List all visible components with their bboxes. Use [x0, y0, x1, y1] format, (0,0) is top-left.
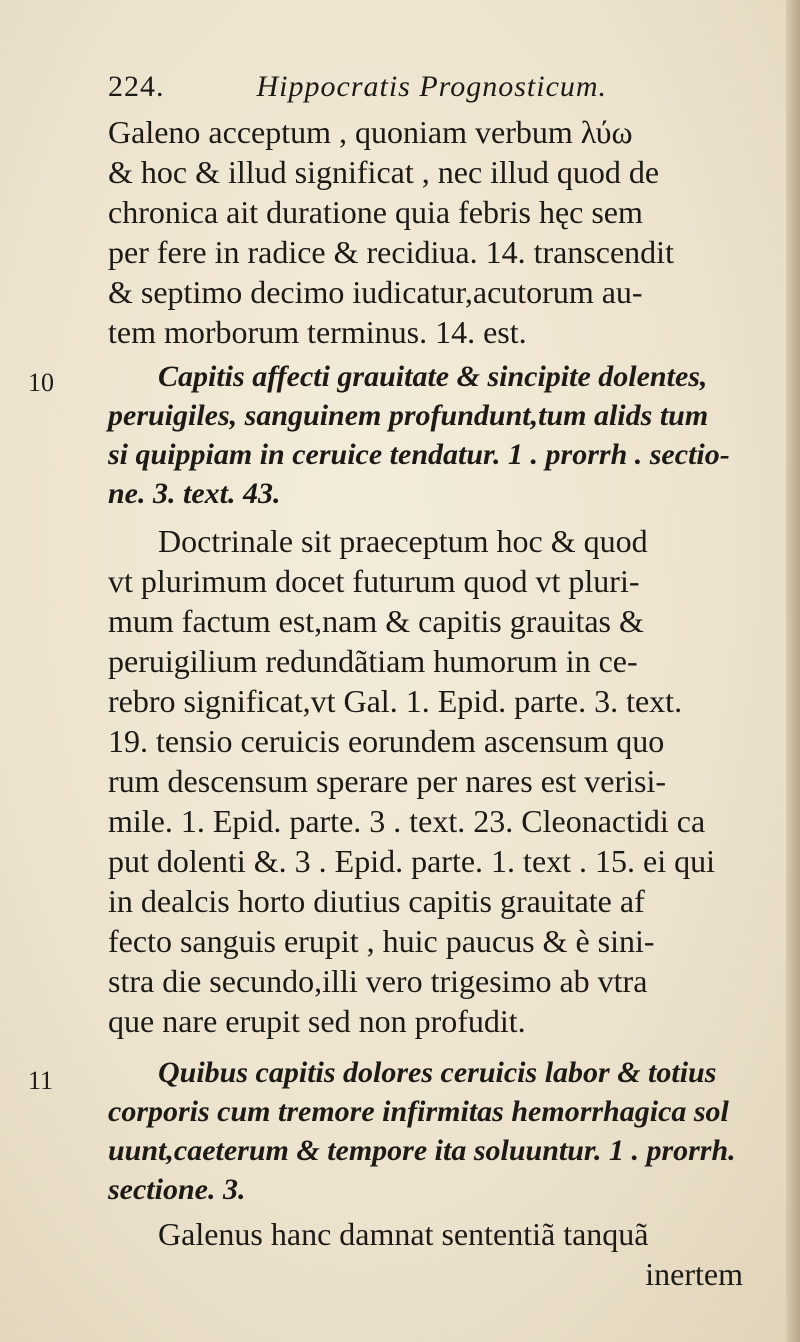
text-line: tem morborum terminus. 14. est.	[108, 314, 527, 350]
running-header	[108, 70, 748, 104]
aphorism-line: corporis cum tremore infirmitas hemorrhagica sol	[108, 1095, 729, 1128]
catchword: inertem	[645, 1256, 743, 1292]
text-line: put dolenti &. 3 . Epid. parte. 1. text . 15. ei qui	[108, 843, 716, 879]
text-line: Galeno acceptum , quoniam verbum λύω	[108, 114, 633, 150]
text-paragraph	[108, 1214, 753, 1294]
text-line: peruigilium redundãtiam humorum in ce-	[108, 643, 638, 679]
text-line: rebro significat,vt Gal. 1. Epid. parte. 3. text.	[108, 683, 683, 719]
text-line: que nare erupit sed non profudit.	[108, 1003, 526, 1039]
text-paragraph	[108, 521, 753, 1041]
text-line: vt plurimum docet futurum quod vt pluri-	[108, 563, 640, 599]
text-line: Doctrinale sit praeceptum hoc & quod	[158, 523, 648, 559]
text-line: mile. 1. Epid. parte. 3 . text. 23. Cleonactidi ca	[108, 803, 706, 839]
aphorism-paragraph	[108, 1053, 753, 1209]
text-line: & hoc & illud significat , nec illud quod de	[108, 154, 660, 190]
page-edge	[786, 0, 800, 1342]
margin-number: 10	[28, 368, 54, 397]
text-line: fecto sanguis erupit , huic paucus & è sini-	[108, 923, 655, 959]
running-title: Hippocratis Prognosticum.	[256, 70, 608, 103]
margin-number: 11	[28, 1066, 54, 1095]
aphorism-line: si quippiam in ceruice tendatur. 1 . prorrh . sectio-	[108, 438, 730, 471]
text-line: Galenus hanc damnat sententiã tanquã	[158, 1216, 649, 1252]
aphorism-line: Capitis affecti grauitate & sincipite dolentes,	[158, 360, 708, 393]
aphorism-line: ne. 3. text. 43.	[108, 477, 281, 510]
folio-number: 224.	[108, 70, 165, 103]
aphorism-line: sectione. 3.	[108, 1173, 246, 1206]
text-paragraph	[108, 112, 753, 352]
text-line: 19. tensio ceruicis eorundem ascensum quo	[108, 723, 665, 759]
text-line: stra die secundo,illi vero trigesimo ab vtra	[108, 963, 648, 999]
text-line: in dealcis horto diutius capitis grauitate af	[108, 883, 645, 919]
text-line: chronica ait duratione quia febris hęc sem	[108, 194, 643, 230]
text-line: rum descensum sperare per nares est verisi-	[108, 763, 666, 799]
aphorism-paragraph	[108, 357, 753, 513]
aphorism-line: peruigiles, sanguinem profundunt,tum alids tum	[108, 399, 709, 432]
text-line: mum factum est,nam & capitis grauitas &	[108, 603, 644, 639]
aphorism-line: Quibus capitis dolores ceruicis labor & totius	[158, 1056, 717, 1089]
text-line: per fere in radice & recidiua. 14. transcendit	[108, 234, 674, 270]
aphorism-line: uunt,caeterum & tempore ita soluuntur. 1 . prorrh.	[108, 1134, 736, 1167]
text-line: & septimo decimo iudicatur,acutorum au-	[108, 274, 643, 310]
